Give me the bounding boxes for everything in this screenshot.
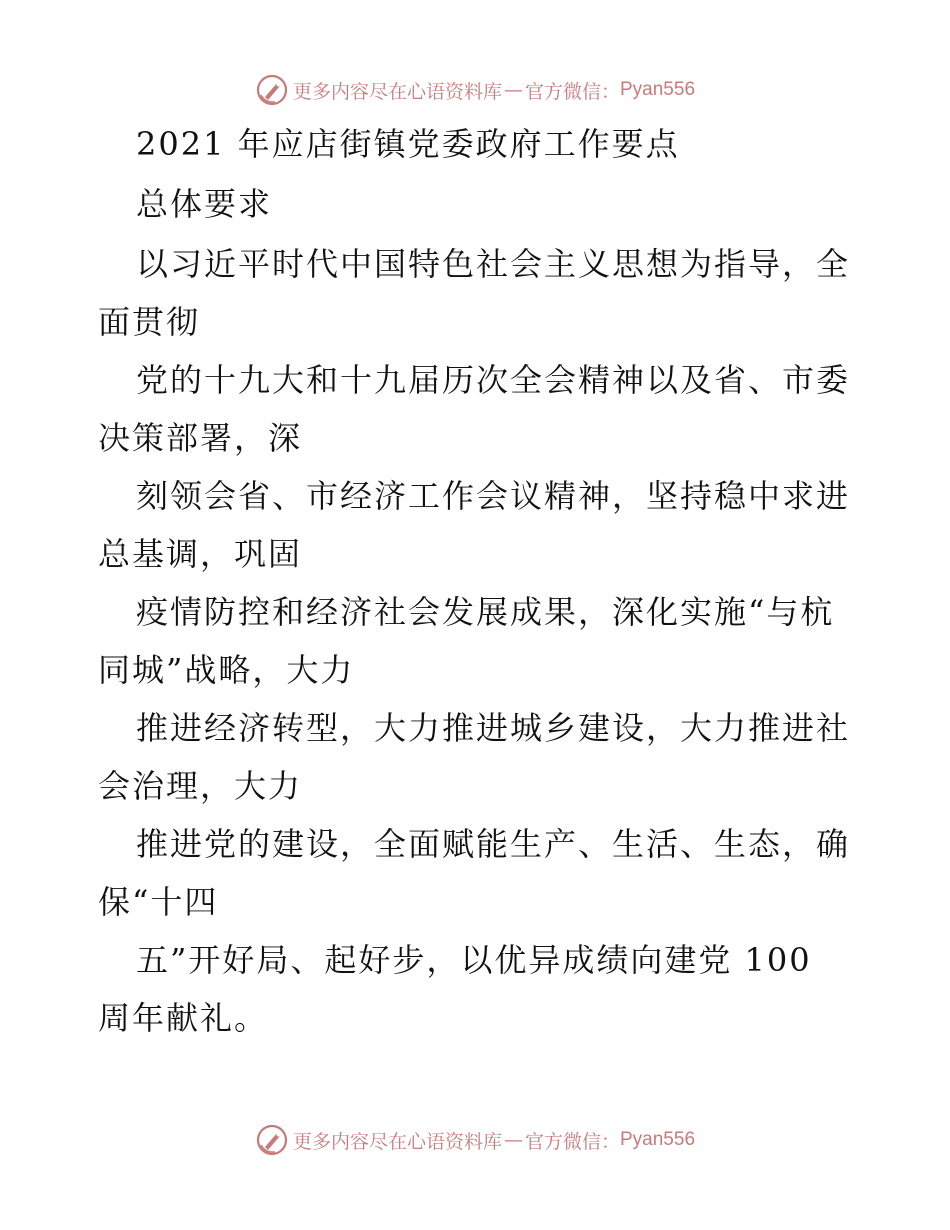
watermark-main-text: 更多内容尽在心语资料库 — [292, 80, 502, 103]
paragraph-line: 决策部署，深 — [98, 419, 303, 457]
section-heading: 总体要求 — [136, 185, 273, 223]
watermark-wechat-id: Pyan556 — [620, 79, 696, 100]
pen-nib-icon — [255, 1123, 289, 1157]
footer-watermark — [0, 1120, 950, 1160]
paragraph-line: 党的十九大和十九届历次全会精神以及省、市委 — [136, 361, 851, 399]
paragraph-line: 面贯彻 — [98, 303, 201, 341]
watermark-separator: — — [503, 1129, 523, 1151]
watermark-label: 官方微信： — [524, 80, 620, 103]
paragraph-line: 五”开好局、起好步，以优异成绩向建党 100 — [136, 941, 812, 979]
paragraph-line: 推进党的建设，全面赋能生产、生活、生态，确 — [136, 825, 851, 863]
paragraph-line: 推进经济转型，大力推进城乡建设，大力推进社 — [136, 709, 851, 747]
watermark-main-text: 更多内容尽在心语资料库 — [292, 1130, 502, 1153]
paragraph-line: 刻领会省、市经济工作会议精神，坚持稳中求进 — [136, 477, 851, 515]
paragraph-line: 会治理，大力 — [98, 767, 303, 805]
paragraph-line: 疫情防控和经济社会发展成果，深化实施“与杭 — [136, 593, 835, 631]
watermark-label: 官方微信： — [524, 1130, 620, 1153]
paragraph-line: 同城”战略，大力 — [98, 651, 355, 689]
paragraph-line: 周年献礼。 — [98, 999, 269, 1037]
watermark-separator: — — [503, 79, 523, 101]
paragraph-line: 保“十四 — [98, 883, 219, 921]
watermark-wechat-id: Pyan556 — [620, 1129, 696, 1150]
paragraph-line: 以习近平时代中国特色社会主义思想为指导，全 — [136, 245, 851, 283]
document-title: 2021 年应店街镇党委政府工作要点 — [136, 125, 680, 163]
paragraph-line: 总基调，巩固 — [98, 535, 303, 573]
